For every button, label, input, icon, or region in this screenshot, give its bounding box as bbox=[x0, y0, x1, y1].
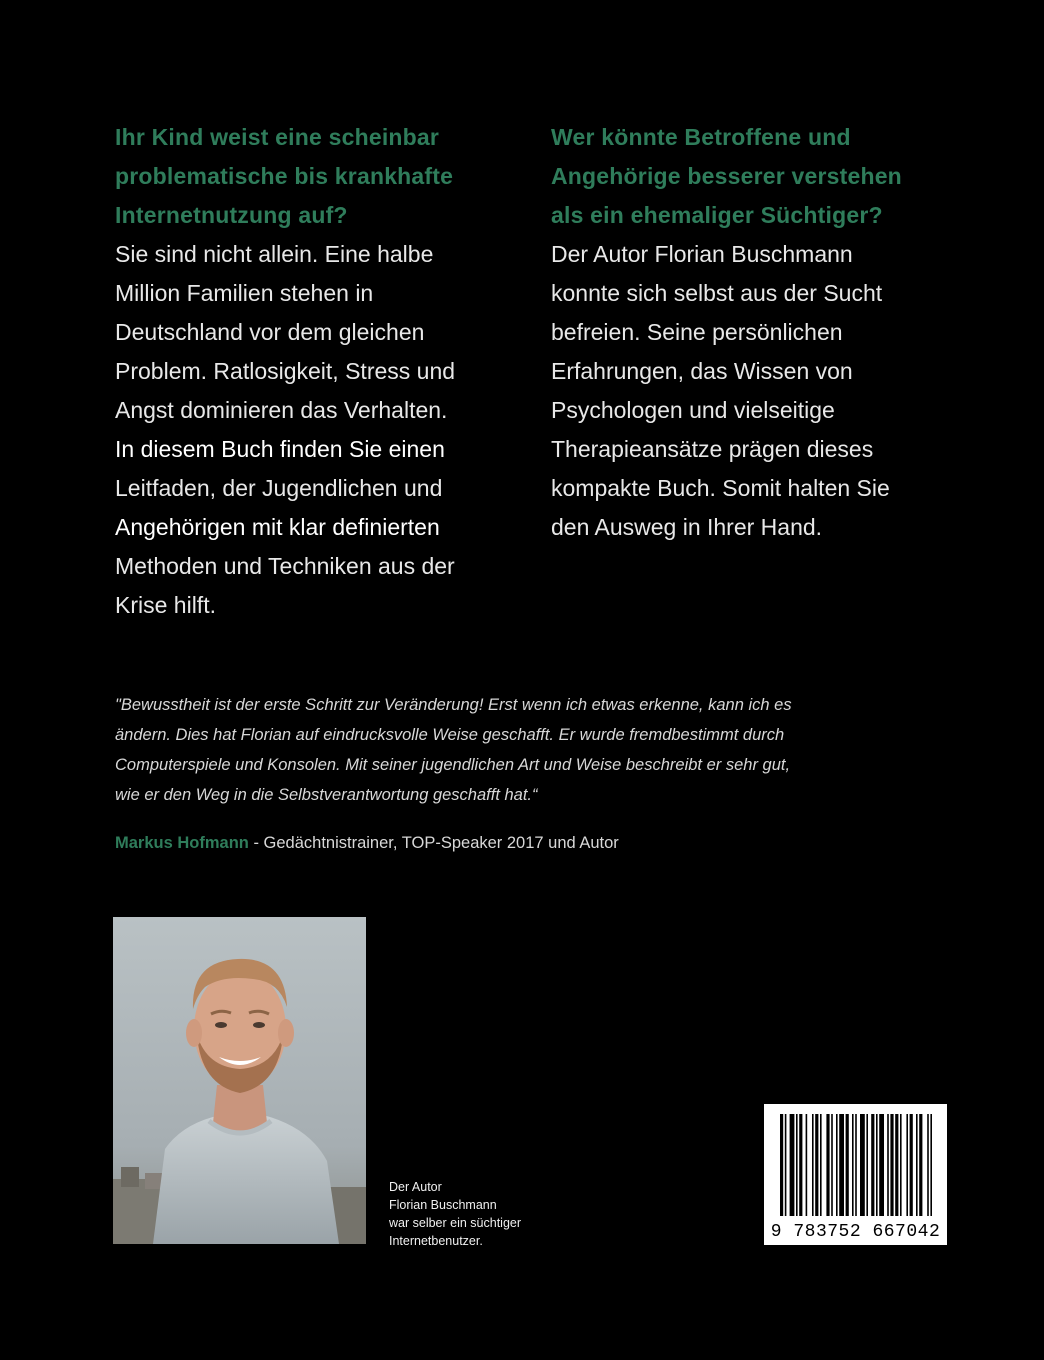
barcode-bar bbox=[785, 1114, 787, 1216]
barcode-bar bbox=[876, 1114, 878, 1216]
caption-line: Florian Buschmann bbox=[389, 1198, 497, 1212]
barcode-bar bbox=[890, 1114, 893, 1216]
left-body-highlight: In diesem Buch finden Sie einen bbox=[115, 436, 445, 462]
barcode-bar bbox=[831, 1114, 833, 1216]
barcode-bar bbox=[799, 1114, 802, 1216]
caption-line: war selber ein süchtiger bbox=[389, 1216, 522, 1230]
barcode-bar bbox=[839, 1114, 844, 1216]
right-heading-line: Angehörige besserer verstehen bbox=[551, 163, 902, 189]
testimonial-author-role: - Gedächtnistrainer, TOP-Speaker 2017 und Autor bbox=[248, 834, 619, 852]
barcode-bar bbox=[826, 1114, 829, 1216]
left-heading-line: Internetnutzung auf? bbox=[115, 202, 348, 228]
left-body-line: Krise hilft. bbox=[115, 592, 216, 618]
right-body-line: kompakte Buch. Somit halten Sie bbox=[551, 475, 890, 501]
right-body-line: Psychologen und vielseitige bbox=[551, 397, 835, 423]
barcode-bar bbox=[910, 1114, 913, 1216]
barcode-bar bbox=[852, 1114, 854, 1216]
isbn-barcode bbox=[764, 1104, 947, 1245]
quote-line: "Bewusstheit ist der erste Schritt zur Veränderung! Erst wenn ich etwas erkenne, kann ich es bbox=[115, 696, 792, 714]
right-body-line: Erfahrungen, das Wissen von bbox=[551, 358, 853, 384]
barcode-bar bbox=[780, 1114, 783, 1216]
quote-line: wie er den Weg in die Selbstverantwortung geschafft hat.“ bbox=[115, 786, 538, 804]
barcode-bar bbox=[846, 1114, 849, 1216]
testimonial-attribution bbox=[115, 829, 945, 857]
right-column bbox=[551, 118, 961, 547]
barcode-bar bbox=[919, 1114, 922, 1216]
left-body-line: Methoden und Techniken aus der bbox=[115, 553, 455, 579]
right-heading-line: Wer könnte Betroffene und bbox=[551, 124, 851, 150]
barcode-bar bbox=[927, 1114, 929, 1216]
left-body-line: Sie sind nicht allein. Eine halbe bbox=[115, 241, 434, 267]
left-body-line: Angst dominieren das Verhalten. bbox=[115, 397, 448, 423]
caption-line: Internetbenutzer. bbox=[389, 1234, 483, 1248]
barcode-bar bbox=[815, 1114, 818, 1216]
left-body bbox=[115, 235, 535, 625]
right-heading-line: als ein ehemaliger Süchtiger? bbox=[551, 202, 883, 228]
left-heading-line: Ihr Kind weist eine scheinbar bbox=[115, 124, 440, 150]
right-body bbox=[551, 235, 961, 547]
barcode-bar bbox=[790, 1114, 795, 1216]
caption-line: Der Autor bbox=[389, 1180, 442, 1194]
barcode-bar bbox=[895, 1114, 898, 1216]
left-heading bbox=[115, 118, 535, 235]
barcode-bar bbox=[796, 1114, 798, 1216]
right-body-line: Therapieansätze prägen dieses bbox=[551, 436, 874, 462]
barcode-bar bbox=[812, 1114, 814, 1216]
left-body-line: Deutschland vor dem gleichen bbox=[115, 319, 425, 345]
left-heading-line: problematische bis krankhafte bbox=[115, 163, 454, 189]
right-heading bbox=[551, 118, 961, 235]
barcode-bar bbox=[906, 1114, 908, 1216]
barcode-bar bbox=[820, 1114, 822, 1216]
testimonial-quote bbox=[115, 690, 945, 810]
barcode-bar bbox=[900, 1114, 902, 1216]
barcode-bar bbox=[860, 1114, 865, 1216]
left-body-line: Million Familien stehen in bbox=[115, 280, 374, 306]
quote-line: Computerspiele und Konsolen. Mit seiner jugendlichen Art und Weise beschreibt er sehr gut, bbox=[115, 756, 791, 774]
author-photo bbox=[113, 917, 366, 1244]
barcode-bar bbox=[836, 1114, 838, 1216]
right-body-line: den Ausweg in Ihrer Hand. bbox=[551, 514, 823, 540]
left-body-line: Leitfaden, der Jugendlichen und bbox=[115, 475, 443, 501]
barcode-bar bbox=[855, 1114, 857, 1216]
barcode-bar bbox=[879, 1114, 884, 1216]
right-body-line: Der Autor Florian Buschmann bbox=[551, 241, 853, 267]
photo-caption bbox=[389, 1178, 589, 1250]
barcode-bar bbox=[930, 1114, 932, 1216]
quote-line: ändern. Dies hat Florian auf eindrucksvolle Weise geschafft. Er wurde fremdbestimmt durch bbox=[115, 726, 785, 744]
barcode-bar bbox=[866, 1114, 868, 1216]
left-column bbox=[115, 118, 535, 625]
barcode-bar bbox=[916, 1114, 918, 1216]
barcode-bar bbox=[806, 1114, 808, 1216]
left-body-highlight: Angehörigen mit klar definierten bbox=[115, 514, 440, 540]
barcode-bar bbox=[887, 1114, 889, 1216]
right-body-line: befreien. Seine persönlichen bbox=[551, 319, 843, 345]
barcode-bar bbox=[871, 1114, 874, 1216]
testimonial-author-name: Markus Hofmann bbox=[115, 834, 249, 852]
barcode-number: 9 783752 667042 bbox=[770, 1222, 941, 1242]
right-body-line: konnte sich selbst aus der Sucht bbox=[551, 280, 883, 306]
left-body-line: Problem. Ratlosigkeit, Stress und bbox=[115, 358, 456, 384]
author-portrait-illustration bbox=[113, 917, 366, 1244]
